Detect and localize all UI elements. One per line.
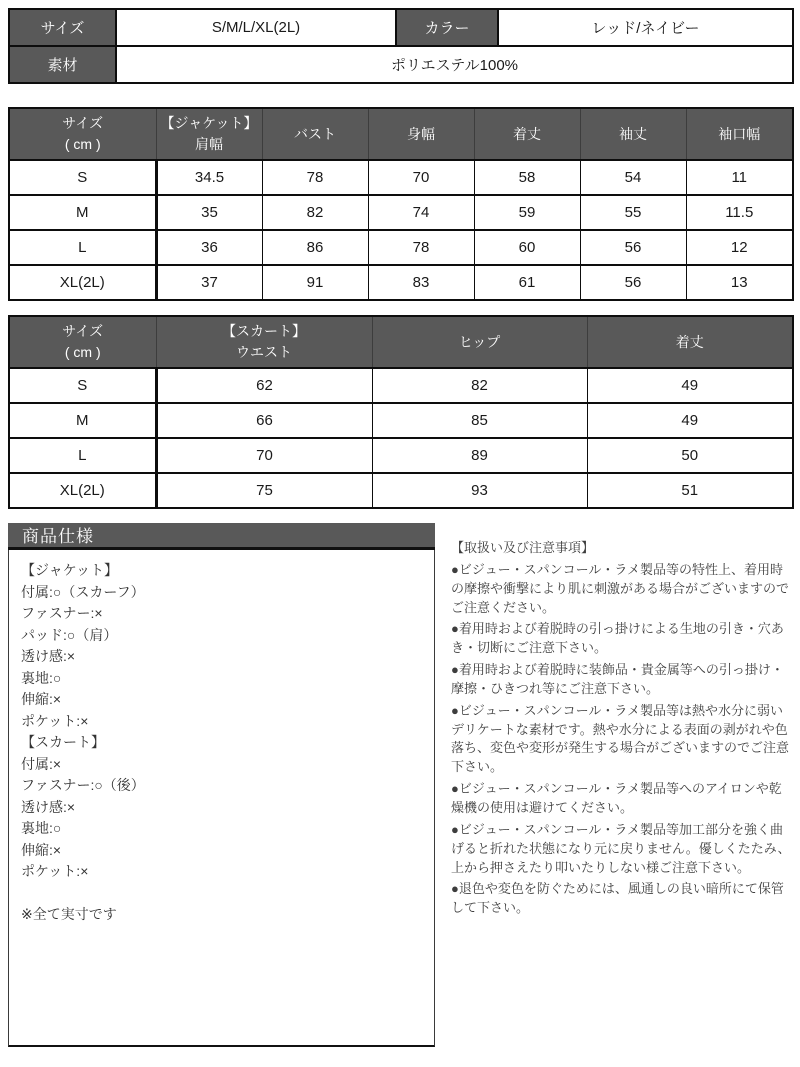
care-note-item: ●退色や変色を防ぐためには、風通しの良い暗所にて保管して下さい。 [451,881,784,916]
row-label: S [9,160,156,195]
column-header-bust: バスト [262,108,368,160]
measure-value: 55 [580,195,686,230]
spec-line: 裏地:○ [21,669,62,686]
measure-value: 66 [156,403,372,438]
table-row-s [9,368,793,403]
column-header-length: 着丈 [474,108,580,160]
table-row [9,9,793,46]
column-header-hip: ヒップ [372,316,587,368]
material-value-cell: ポリエステル100% [116,46,793,83]
color-label-cell: カラー [396,9,498,46]
row-label: XL(2L) [9,473,156,508]
measure-value: 70 [156,438,372,473]
spec-line: ポケット:× [21,863,89,879]
size-label-cell: サイズ [9,9,116,46]
table-row-m [9,403,793,438]
column-header-cuff: 袖口幅 [686,108,793,160]
measure-value: 50 [587,438,793,473]
spec-line: 付属:○（スカーフ） [21,583,145,600]
measure-value: 13 [686,265,793,300]
spec-panel [8,523,435,1047]
measure-value: 91 [262,265,368,300]
spec-line: ポケット:× [21,712,89,729]
column-header-size: サイズ ( cm ) [9,316,156,368]
care-note-item: ●着用時および着脱時の引っ掛けによる生地の引き・穴あき・切断にご注意下さい。 [451,621,784,656]
measure-value: 51 [587,473,793,508]
table-row [9,46,793,83]
care-note-item: ●着用時および着脱時に装飾品・貴金属等への引っ掛け・摩擦・ひきつれ等にご注意下さい。 [451,662,784,696]
spec-line-note: ※全て実寸です [21,906,117,922]
measure-value: 54 [580,160,686,195]
details-section [8,523,792,1047]
column-header-sleeve: 袖丈 [580,108,686,160]
table-header-row [9,316,793,368]
column-header-length: 着丈 [587,316,793,368]
spec-line: 透け感:× [21,648,76,664]
measure-value: 49 [587,368,793,403]
measure-value: 82 [372,368,587,403]
measure-value: 62 [156,368,372,403]
spec-line-spacer [21,883,422,905]
column-header-waist: 【スカート】 ウエスト [156,316,372,368]
spec-line: 伸縮:× [21,691,62,707]
measure-value: 74 [368,195,474,230]
care-note-item: ●ビジュー・スパンコール・ラメ製品等の特性上、着用時の摩擦や衝撃により肌に刺激がある場合がございますのでご注意ください。 [451,561,790,615]
spec-line: パッド:○（肩） [21,626,118,643]
row-label: L [9,230,156,265]
care-notes [451,523,792,921]
row-label: XL(2L) [9,265,156,300]
measure-value: 58 [474,160,580,195]
size-color-table [8,8,794,84]
spec-line: 裏地:○ [21,820,62,836]
measure-value: 60 [474,230,580,265]
table-row-xl [9,473,793,508]
spec-line: 付属:× [21,755,62,772]
measure-value: 34.5 [156,160,262,195]
skirt-size-table [8,315,794,509]
spec-panel-title-bar: 商品仕様 [8,523,435,550]
measure-value: 35 [156,195,262,230]
column-header-bodywidth: 身幅 [368,108,474,160]
measure-value: 93 [372,473,587,508]
spec-line: 【スカート】 [21,734,105,750]
row-label: S [9,368,156,403]
row-label: M [9,195,156,230]
row-label: M [9,403,156,438]
color-value-cell: レッド/ネイビー [498,9,793,46]
care-note-item: ●ビジュー・スパンコール・ラメ製品等は熱や水分に弱いデリケートな素材です。熱や水分による表面の剥がれや色落ち、変色や変形が発生する場合がございますのでご注意下さい。 [451,702,790,775]
measure-value: 75 [156,473,372,508]
measure-value: 61 [474,265,580,300]
measure-value: 59 [474,195,580,230]
spec-line: 透け感:× [21,798,76,815]
measure-value: 49 [587,403,793,438]
measure-value: 86 [262,230,368,265]
row-label: L [9,438,156,473]
measure-value: 82 [262,195,368,230]
measure-value: 78 [262,160,368,195]
table-header-row [9,108,793,160]
measure-value: 11 [686,160,793,195]
measure-value: 85 [372,403,587,438]
measure-value: 37 [156,265,262,300]
spec-panel-body [8,550,435,1047]
column-header-shoulder: 【ジャケット】 肩幅 [156,108,262,160]
measure-value: 36 [156,230,262,265]
spec-line: ファスナー:○（後） [21,777,145,793]
table-row-m [9,195,793,230]
table-row-s [9,160,793,195]
spec-line: 伸縮:× [21,841,62,858]
care-note-item: ●ビジュー・スパンコール・ラメ製品等加工部分を強く曲げると折れた状態になり元に戻りません。優しくたたみ、上から押さえたり叩いたりしない様ご注意下さい。 [451,821,791,875]
care-notes-title: 【取扱い及び注意事項】 [451,540,595,555]
measure-value: 89 [372,438,587,473]
care-note-item: ●ビジュー・スパンコール・ラメ製品等へのアイロンや乾燥機の使用は避けてください。 [451,781,782,815]
size-value-cell: S/M/L/XL(2L) [116,9,396,46]
spec-line: 【ジャケット】 [21,562,119,578]
table-row-xl [9,265,793,300]
measure-value: 70 [368,160,474,195]
table-row-l [9,230,793,265]
jacket-size-table [8,107,794,301]
measure-value: 12 [686,230,793,265]
measure-value: 83 [368,265,474,300]
material-label-cell: 素材 [9,46,116,83]
table-row-l [9,438,793,473]
column-header-size: サイズ ( cm ) [9,108,156,160]
measure-value: 56 [580,230,686,265]
measure-value: 11.5 [686,195,793,230]
measure-value: 56 [580,265,686,300]
measure-value: 78 [368,230,474,265]
spec-line: ファスナー:× [21,605,103,621]
